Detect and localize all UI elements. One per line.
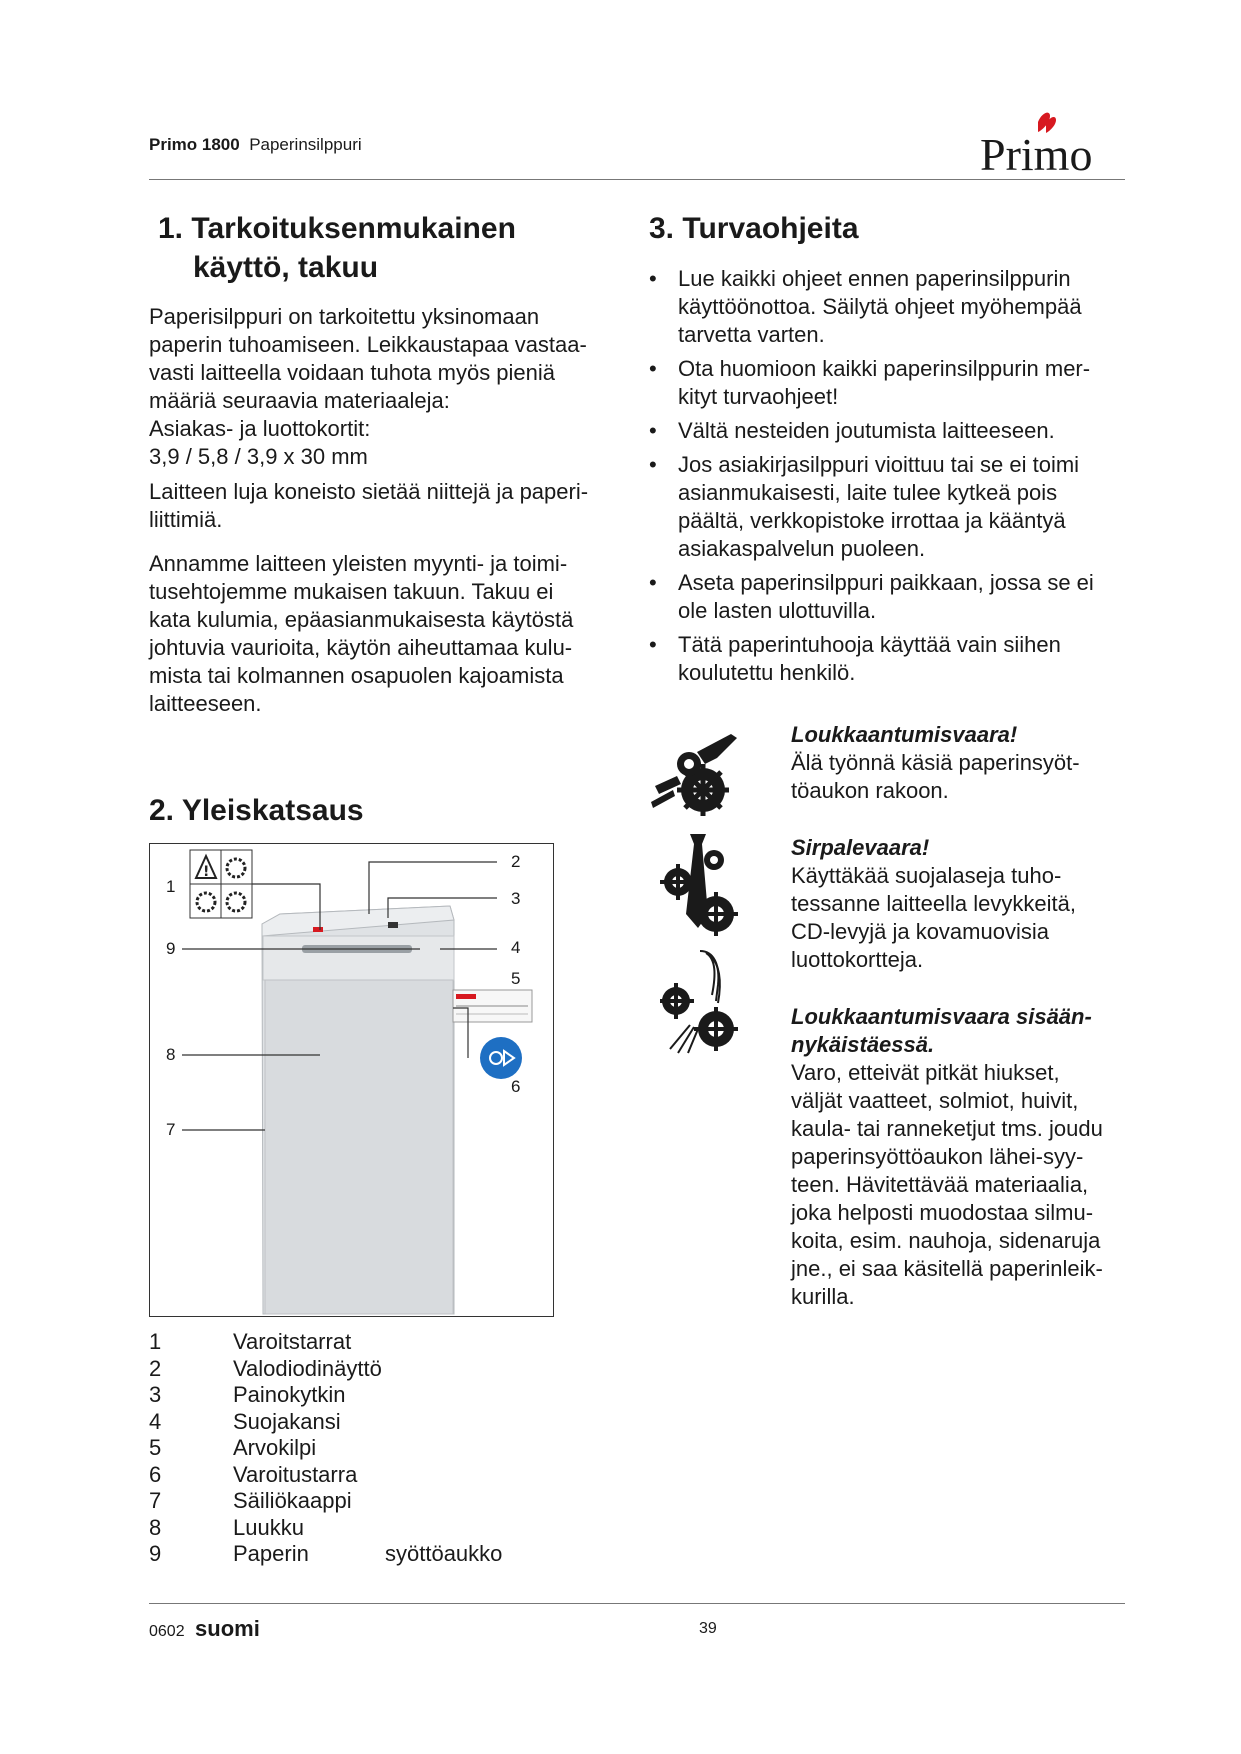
- legend-row: 4 Suojakansi: [149, 1408, 341, 1434]
- legend-row: 5 Arvokilpi: [149, 1435, 317, 1460]
- callout-8: 8: [166, 1045, 176, 1064]
- header-title: [149, 135, 362, 155]
- legend-row: 1 Varoitstarrat: [149, 1329, 352, 1354]
- list-item: • Aseta paperinsilppuri paikkaan, jossa se ei ole lasten ulottuvilla.: [649, 569, 1129, 625]
- callout-2: 2: [511, 852, 521, 871]
- header-rule: [149, 179, 1125, 180]
- product-subtitle: Paperinsilppuri: [249, 135, 362, 154]
- primo-logo: [980, 108, 1122, 178]
- page-number: 39: [699, 1620, 717, 1637]
- warning-shrapnel: Sirpalevaara! Käyttäkää suojalaseja tuho- tessanne laitteella levykkeitä, CD-levyjä ja kovamuovisia luottokortteja.: [791, 835, 1076, 972]
- callout-6: 6: [511, 1077, 521, 1096]
- legend-row: 9 Paperin syöttöaukko: [149, 1541, 503, 1566]
- legend-row: 2 Valodiodinäyttö: [149, 1355, 382, 1381]
- parts-legend: [149, 1329, 502, 1568]
- shredder-illustration: [262, 906, 532, 1314]
- warning-labels-icon: [190, 850, 252, 918]
- product-name: Primo 1800: [149, 135, 240, 154]
- section1-para2: Laitteen luja koneisto sietää niittejä ja paperi- liittimiä.: [149, 479, 589, 532]
- safety-bullets: [649, 265, 1129, 693]
- warning-pull-in: Loukkaantumisvaara sisään- nykäistäessä. Varo, etteivät pitkät hiukset, väljät vaatteet, solmiot, huivit, kaula- tai ranneketjut tms. joudu paperinsyöttöaukon lähei-syy- teen. Hävitettävää materiaalia, joka helposti muodostaa silmu- koita, esim. nauhoja, sidenaruja jne., ei saa käsitellä paperinleik- kurilla.: [791, 1004, 1103, 1309]
- callout-5: 5: [511, 969, 521, 988]
- shredder-overview-figure: [149, 843, 554, 1317]
- callout-1: 1: [166, 877, 176, 896]
- footer-rule: [149, 1603, 1125, 1604]
- list-item: • Jos asiakirjasilppuri vioittuu tai se ei toimi asianmukaisesti, laite tulee kytkeä pois päältä, verkkopistoke irrottaa ja kääntyä asiakaspalvelun puoleen.: [649, 451, 1129, 563]
- legend-row: 8 Luukku: [149, 1514, 304, 1540]
- legend-row: 6 Varoitustarra: [149, 1461, 358, 1487]
- hair-in-gears-icon: [660, 945, 740, 1055]
- footer-left: [149, 1616, 260, 1642]
- tie-in-gears-icon: [660, 830, 740, 940]
- svg-text:!: !: [203, 864, 210, 880]
- callout-4: 4: [511, 938, 521, 957]
- callout-3: 3: [511, 889, 521, 908]
- list-item: • Ota huomioon kaikki paperinsilppurin mer- kityt turvaohjeet!: [649, 355, 1129, 411]
- section2-heading: 2. Yleiskatsaus: [149, 794, 364, 827]
- list-item: • Tätä paperintuhooja käyttää vain siihen koulutettu henkilö.: [649, 631, 1129, 687]
- logo-text: Primo: [980, 129, 1093, 178]
- language-label: suomi: [195, 1616, 260, 1641]
- callout-9: 9: [166, 939, 176, 958]
- warning-injury: Loukkaantumisvaara! Älä työnnä käsiä paperinsyöt- töaukon rakoon.: [791, 722, 1080, 803]
- callout-7: 7: [166, 1120, 176, 1139]
- list-item: • Lue kaikki ohjeet ennen paperinsilppurin käyttöönottoa. Säilytä ohjeet myöhempää tarvetta varten.: [649, 265, 1129, 349]
- hand-in-gears-icon: [647, 728, 737, 820]
- section3-heading: 3. Turvaohjeita: [649, 212, 859, 245]
- section1-heading-cont: käyttö, takuu: [193, 251, 379, 284]
- list-item: • Vältä nesteiden joutumista laitteeseen.: [649, 417, 1129, 445]
- legend-row: 3 Painokytkin: [149, 1382, 346, 1407]
- doc-code: 0602: [149, 1623, 185, 1640]
- section1-para1: Paperisilppuri on tarkoitettu yksinomaan paperin tuhoamiseen. Leikkaustapaa vastaa- vasti laitteella voidaan tuhota myös pieniä määriä seuraavia materiaaleja: Asiakas- ja luottokortit: 3,9 / 5,8 / 3,9 x 30 mm: [149, 304, 587, 469]
- section1-heading: 1. Tarkoituksenmukainen: [158, 212, 516, 245]
- legend-row: 7 Säiliökaappi: [149, 1488, 352, 1513]
- section1-para3: Annamme laitteen yleisten myynti- ja toimi- tusehtojemme mukaisen takuun. Takuu ei kata kulumia, epäasianmukaisesta käytöstä johtuvia vaurioita, käytön aiheuttamaa kulu- mista tai kolmannen osapuolen kajoamista laitteeseen.: [149, 551, 574, 716]
